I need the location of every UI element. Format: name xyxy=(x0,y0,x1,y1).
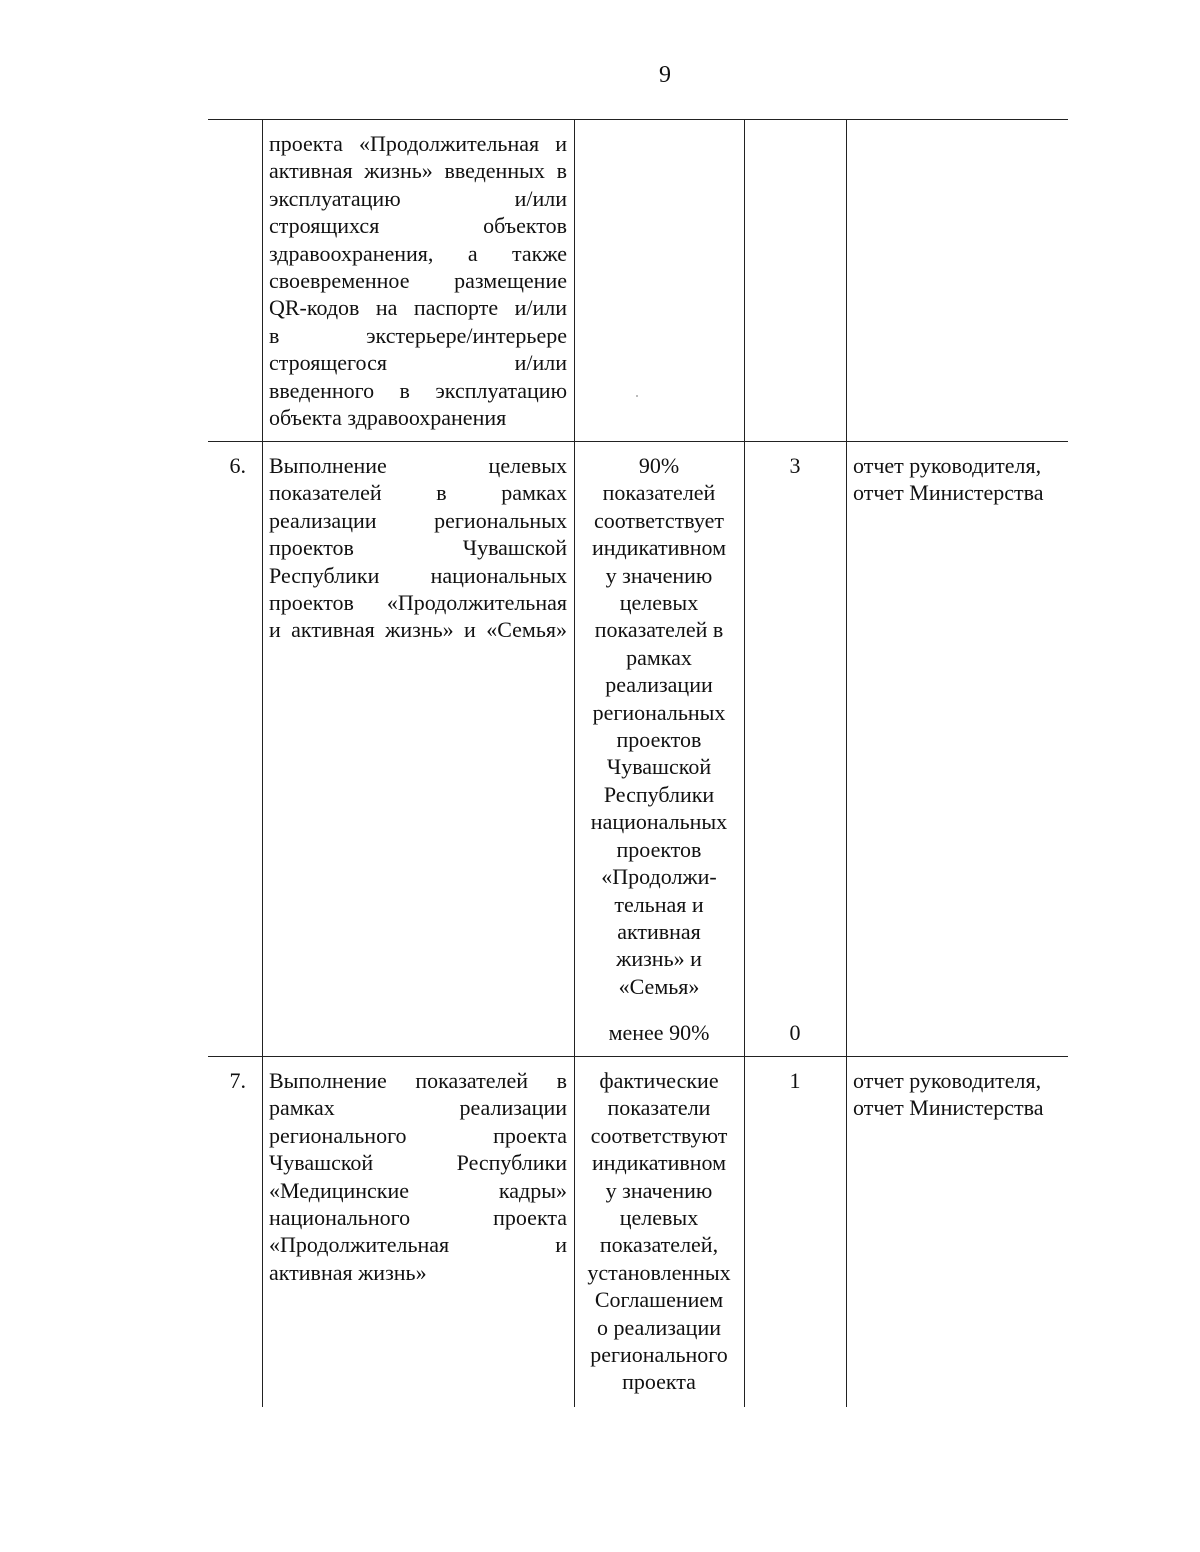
criterion-line: своевременное размещение xyxy=(269,268,567,294)
condition-line: проектов xyxy=(616,727,702,753)
row-7-number: 7. xyxy=(229,1068,246,1093)
condition-line: показателей в xyxy=(594,617,724,643)
source-line: отчет Министерства xyxy=(853,480,1044,506)
source-line: отчет Министерства xyxy=(853,1095,1044,1121)
criterion-line: Выполнение целевых xyxy=(269,453,567,478)
criterion-line: строящихся объектов xyxy=(269,213,567,239)
condition-line: соответствует xyxy=(593,507,725,533)
condition-line: активная xyxy=(617,918,701,944)
row-6-score-1: 3 xyxy=(789,453,801,478)
condition-line: тельная и xyxy=(614,891,704,917)
condition-line: о реализации xyxy=(596,1314,722,1340)
criterion-line: «Медицинские кадры» xyxy=(269,1177,567,1203)
condition-line: целевых xyxy=(619,1205,699,1231)
condition-line: 90% xyxy=(638,453,680,478)
row-7-source-cell xyxy=(853,1067,1068,1122)
row-6-source-cell xyxy=(853,452,1068,507)
continuation-criterion-cell xyxy=(269,130,567,431)
criterion-line: проектов «Продолжительная xyxy=(269,590,567,616)
condition-line: жизнь» и xyxy=(616,946,702,972)
criterion-line: «Продолжительная и xyxy=(269,1232,567,1258)
condition-line: показателей xyxy=(602,480,716,506)
criterion-line: национального проекта xyxy=(269,1205,567,1231)
source-line: отчет руководителя, xyxy=(853,453,1042,478)
column-divider-4 xyxy=(846,119,847,1407)
condition-line: реализации xyxy=(605,672,713,698)
criterion-line: эксплуатацию и/или xyxy=(269,185,567,211)
condition-line: целевых xyxy=(619,590,699,616)
criterion-line: активная жизнь» xyxy=(269,1259,427,1285)
condition-line: национальных xyxy=(590,809,728,835)
condition-line: показателей, xyxy=(599,1232,719,1258)
criterion-line: QR-кодов на паспорте и/или xyxy=(269,295,567,321)
criterion-line: в экстерьере/интерьере xyxy=(269,322,567,348)
row-6-score-2: 0 xyxy=(789,1020,801,1045)
criterion-line: Республики национальных xyxy=(269,562,567,588)
row-7-top-border xyxy=(208,1056,1068,1057)
criterion-line: реализации региональных xyxy=(269,507,567,533)
criterion-line: и активная жизнь» и «Семья» xyxy=(269,617,567,643)
source-line: отчет руководителя, xyxy=(853,1068,1042,1093)
condition-line: регионального xyxy=(590,1342,728,1368)
criterion-line: проектов Чувашской xyxy=(269,535,567,561)
condition-line: региональных xyxy=(592,699,726,725)
criterion-line: активная жизнь» введенных в xyxy=(269,158,567,184)
condition-line: Соглашением xyxy=(594,1287,724,1313)
criterion-line: проекта «Продолжительная и xyxy=(269,131,567,156)
condition-line: индикативном xyxy=(591,1150,727,1176)
condition-line: Чувашской xyxy=(606,754,712,780)
condition-line: индикативном xyxy=(591,535,727,561)
row-7-score-1: 1 xyxy=(789,1068,801,1093)
condition-line: рамках xyxy=(626,644,692,670)
condition-line: соответствуют xyxy=(590,1122,728,1148)
table-top-border xyxy=(208,119,1068,120)
scan-speck xyxy=(636,395,638,397)
condition-line: показатели xyxy=(607,1095,711,1121)
condition-line: «Продолжи- xyxy=(601,864,717,890)
condition-line: проектов xyxy=(616,836,702,862)
column-divider-1 xyxy=(262,119,263,1407)
criterion-line: Выполнение показателей в xyxy=(269,1068,567,1093)
criterion-line: здравоохранения, а также xyxy=(269,240,567,266)
page-number: 9 xyxy=(659,62,671,88)
criterion-line: введенного в эксплуатацию xyxy=(269,377,567,403)
condition-line: у значению xyxy=(605,562,713,588)
row-6-condition-cell xyxy=(578,452,740,1000)
condition-line: у значению xyxy=(605,1177,713,1203)
condition-line: фактические xyxy=(599,1068,719,1093)
row-7-condition-cell xyxy=(578,1067,740,1396)
condition-line: Республики xyxy=(603,781,715,807)
row-6-criterion-cell xyxy=(269,452,567,644)
condition-line: проекта xyxy=(622,1369,696,1395)
row-6-number: 6. xyxy=(229,453,246,478)
row-6-top-border xyxy=(208,441,1068,442)
criterion-line: показателей в рамках xyxy=(269,480,567,506)
condition-line: «Семья» xyxy=(618,973,700,999)
row-6-condition-2: менее 90% xyxy=(608,1020,710,1045)
criterion-line: Чувашской Республики xyxy=(269,1150,567,1176)
criterion-line: регионального проекта xyxy=(269,1122,567,1148)
column-divider-2 xyxy=(574,119,575,1407)
criterion-line: объекта здравоохранения xyxy=(269,405,507,431)
row-7-criterion-cell xyxy=(269,1067,567,1286)
criterion-line: строящегося и/или xyxy=(269,350,567,376)
column-divider-3 xyxy=(744,119,745,1407)
condition-line: установленных xyxy=(587,1259,731,1285)
criterion-line: рамках реализации xyxy=(269,1095,567,1121)
